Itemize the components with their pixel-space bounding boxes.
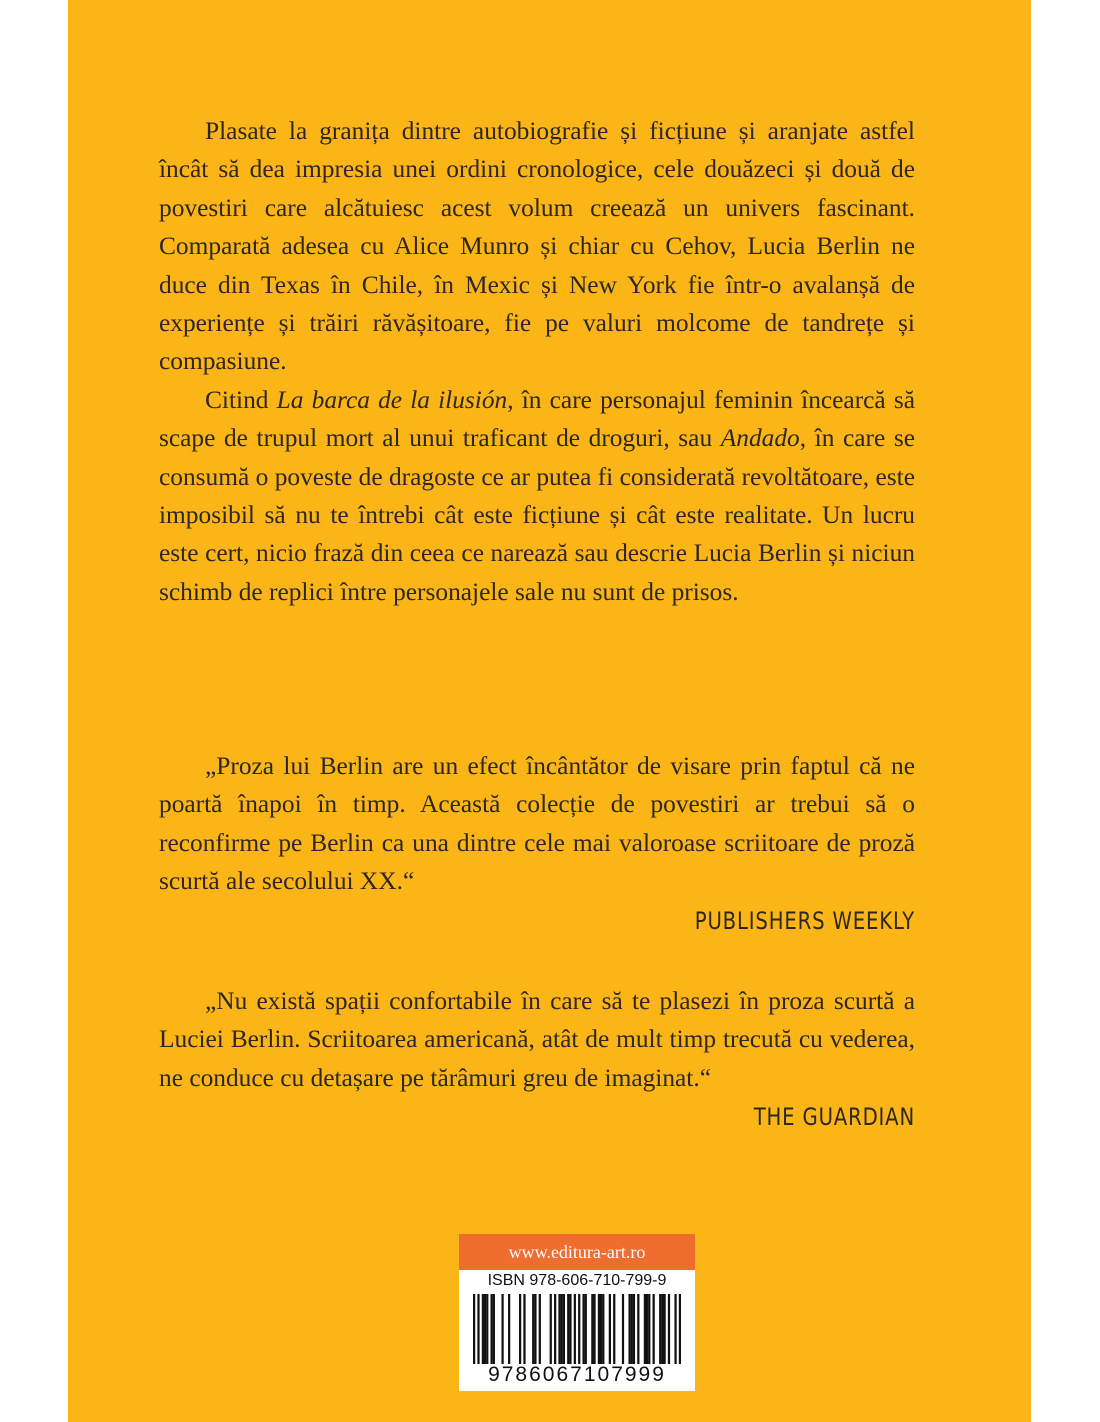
barcode-bar (598, 1294, 600, 1364)
barcode-bar (477, 1294, 479, 1364)
barcode-bar (486, 1294, 488, 1364)
barcode-bar (484, 1294, 486, 1364)
blurb-paragraph-2 (159, 381, 915, 611)
barcode-bar (532, 1294, 534, 1364)
story-title-1: La barca de la ilusión (276, 385, 508, 414)
review-quote-1 (159, 747, 915, 941)
barcode-bar (563, 1294, 565, 1364)
barcode-bar (561, 1294, 563, 1364)
barcode-bar (519, 1294, 521, 1364)
barcode-bar (482, 1294, 484, 1364)
barcode-bar (554, 1294, 556, 1364)
barcode-bar (473, 1294, 475, 1364)
barcode-bar (534, 1294, 536, 1364)
barcode-bar (628, 1294, 630, 1364)
publisher-url: www.editura-art.ro (459, 1234, 695, 1270)
barcode-bar (648, 1294, 650, 1364)
barcode-label (459, 1234, 695, 1391)
blurb-p2-start: Citind (205, 385, 277, 414)
barcode-bar (491, 1294, 493, 1364)
barcode-bar (668, 1294, 670, 1364)
barcode-bar (631, 1294, 633, 1364)
barcode-bar (602, 1294, 604, 1364)
review-text: „Proza lui Berlin are un efect încântător de visare prin faptul că ne poartă înapoi în timp. Această colecție de povestiri ar trebui să o reconfirme pe Berlin ca una dintre cele mai valoroase scriitoare de proză scurtă ale secolului XX.“ (159, 752, 915, 896)
barcode-bar (633, 1294, 635, 1364)
review-quote-2 (159, 982, 915, 1137)
barcode-bar (539, 1294, 541, 1364)
barcode-bar (567, 1294, 569, 1364)
barcode-bar (578, 1294, 580, 1364)
barcode-bar (653, 1294, 655, 1364)
barcode-bar (585, 1294, 587, 1364)
barcode-bar (659, 1294, 661, 1364)
review-text: „Nu există spații confortabile în care să te plasezi în proza scurtă a Luciei Berlin. Scriitoarea americană, atât de mult timp trecută cu vederea, ne conduce cu detașare pe tărâmuri greu de imaginat.“ (159, 987, 915, 1092)
barcode-bar (593, 1294, 595, 1364)
story-title-2: Andado (720, 424, 800, 453)
barcode-bar (609, 1294, 611, 1364)
barcode-bar (569, 1294, 571, 1364)
barcode-bar (663, 1294, 665, 1364)
barcode-bar (661, 1294, 663, 1364)
barcode-bar (646, 1294, 648, 1364)
barcode (473, 1294, 681, 1364)
review-source: THE GUARDIAN (753, 1103, 915, 1132)
barcode-bar (622, 1294, 624, 1364)
blurb-paragraph-1: Plasate la granița dintre autobiografie și ficțiune și aranjate astfel încât să dea impresia unei ordini cronologice, cele douăzeci și două de povestiri care alcătuiesc acest volum creează un univers fascinant. Comparată adesea cu Alice Munro și chiar cu Cehov, Lucia Berlin ne duce din Texas în Chile, în Mexic și New York fie într-o avalanșă de experiențe și trăiri răvășitoare, fie pe valuri molcome de tandrețe și compasiune. (159, 117, 915, 376)
barcode-bar (637, 1294, 639, 1364)
blurb (159, 112, 915, 611)
review-source: PUBLISHERS WEEKLY (694, 906, 915, 935)
barcode-bar (600, 1294, 602, 1364)
barcode-bar (508, 1294, 510, 1364)
barcode-bar (501, 1294, 503, 1364)
barcode-bar (679, 1294, 681, 1364)
blurb-p2-mid: , în care personajul feminin încearcă să scape de trupul mort al unui traficant de droguri, sau (159, 385, 915, 453)
isbn-number: ISBN 978-606-710-799-9 (487, 1272, 667, 1289)
barcode-bar (613, 1294, 615, 1364)
barcode-bar (591, 1294, 593, 1364)
blurb-p2-end: , în care se consumă o poveste de dragoste ce ar putea fi considerată revoltătoare, este imposibil să nu te întrebi cât este ficțiune și cât este realitate. Un lucru este cert, nicio frază din ceea ce narează sau descrie Lucia Berlin și niciun schimb de replici între personajele sale nu sunt de prisos. (159, 424, 915, 606)
barcode-bar (558, 1294, 560, 1364)
barcode-bar (550, 1294, 552, 1364)
barcode-bar (523, 1294, 525, 1364)
barcode-bar (493, 1294, 495, 1364)
barcode-bar (674, 1294, 676, 1364)
barcode-bar (644, 1294, 646, 1364)
barcode-bar (582, 1294, 584, 1364)
barcode-digits: 9786067107999 (488, 1363, 666, 1386)
barcode-bar (574, 1294, 576, 1364)
